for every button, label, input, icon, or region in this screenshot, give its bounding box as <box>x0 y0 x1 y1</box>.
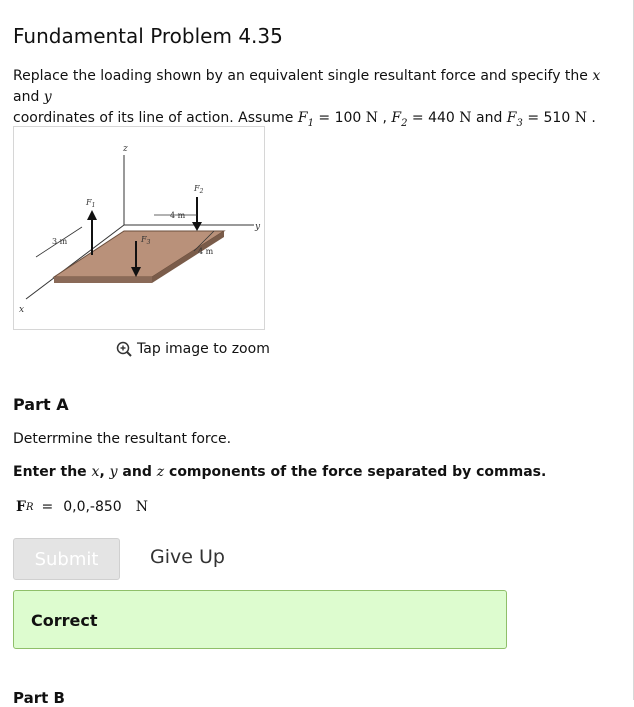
instr-comma: , <box>99 464 110 480</box>
instruction-prefix: Enter the <box>13 464 92 480</box>
instr-x: x <box>91 464 100 480</box>
answer-label: F <box>16 499 26 515</box>
instr-y: y <box>109 464 118 480</box>
z-axis-label: z <box>123 144 128 154</box>
f1-subscript: 1 <box>307 117 314 129</box>
and-f3-text: and <box>471 110 507 126</box>
answer-row <box>16 499 148 515</box>
tap-to-zoom[interactable] <box>116 341 270 357</box>
f2-value: = 440 <box>407 110 460 126</box>
x-axis-label: x <box>19 305 25 315</box>
part-a-heading: Part A <box>13 395 69 414</box>
instr-and: and <box>117 464 157 480</box>
figure-diagram <box>14 127 264 329</box>
answer-unit: N <box>135 499 148 515</box>
part-a-instruction <box>13 464 546 480</box>
zoom-in-icon <box>116 341 132 357</box>
f2-symbol: F <box>391 110 402 126</box>
dim-3m: 3 m <box>52 237 68 246</box>
f2-subscript: 2 <box>401 117 408 129</box>
f3-symbol: F <box>506 110 517 126</box>
correct-feedback-box <box>13 590 507 649</box>
part-a-prompt: Deterrmine the resultant force. <box>13 431 232 447</box>
answer-field[interactable]: 0,0,-850 <box>63 499 122 515</box>
statement-line1-text: Replace the loading shown by an equivalent single resultant force and specify the <box>13 68 593 84</box>
f1-value: = 100 <box>313 110 366 126</box>
correct-text: Correct <box>31 611 98 630</box>
problem-title: Fundamental Problem 4.35 <box>13 24 283 48</box>
part-b-heading[interactable]: Part B <box>13 689 65 707</box>
f2-arrow-head <box>192 222 202 231</box>
dim-4m-right: 4 m <box>198 247 214 256</box>
give-up-link[interactable]: Give Up <box>150 546 225 568</box>
f1-label: $F_1$ <box>86 198 96 209</box>
var-y: y <box>43 89 52 105</box>
f2-label: $F_2$ <box>194 184 204 195</box>
f1-symbol: F <box>297 110 308 126</box>
problem-figure[interactable] <box>13 126 265 330</box>
instr-z: z <box>156 464 165 480</box>
f2-unit: N <box>459 110 472 126</box>
problem-statement <box>13 66 613 134</box>
comma-sep: , <box>378 110 392 126</box>
answer-equals: = <box>41 499 54 515</box>
answer-subscript: R <box>25 501 34 513</box>
f3-subscript: 3 <box>516 117 523 129</box>
f3-unit: N <box>574 110 587 126</box>
f3-label: $F_3$ <box>141 235 151 246</box>
f1-arrow-head <box>87 210 97 220</box>
y-axis-label: y <box>255 222 261 232</box>
f1-unit: N <box>365 110 379 126</box>
zoom-label: Tap image to zoom <box>137 341 270 357</box>
plate-front-edge <box>54 277 152 283</box>
dim-4m-top: 4 m <box>170 211 186 220</box>
and-text: and <box>13 89 44 105</box>
period: . <box>586 110 596 126</box>
statement-line2-text: coordinates of its line of action. Assume <box>13 110 298 126</box>
instruction-suffix: components of the force separated by commas. <box>164 464 547 480</box>
submit-button[interactable]: Submit <box>13 538 120 580</box>
f3-value: = 510 <box>522 110 575 126</box>
var-x: x <box>592 68 601 84</box>
